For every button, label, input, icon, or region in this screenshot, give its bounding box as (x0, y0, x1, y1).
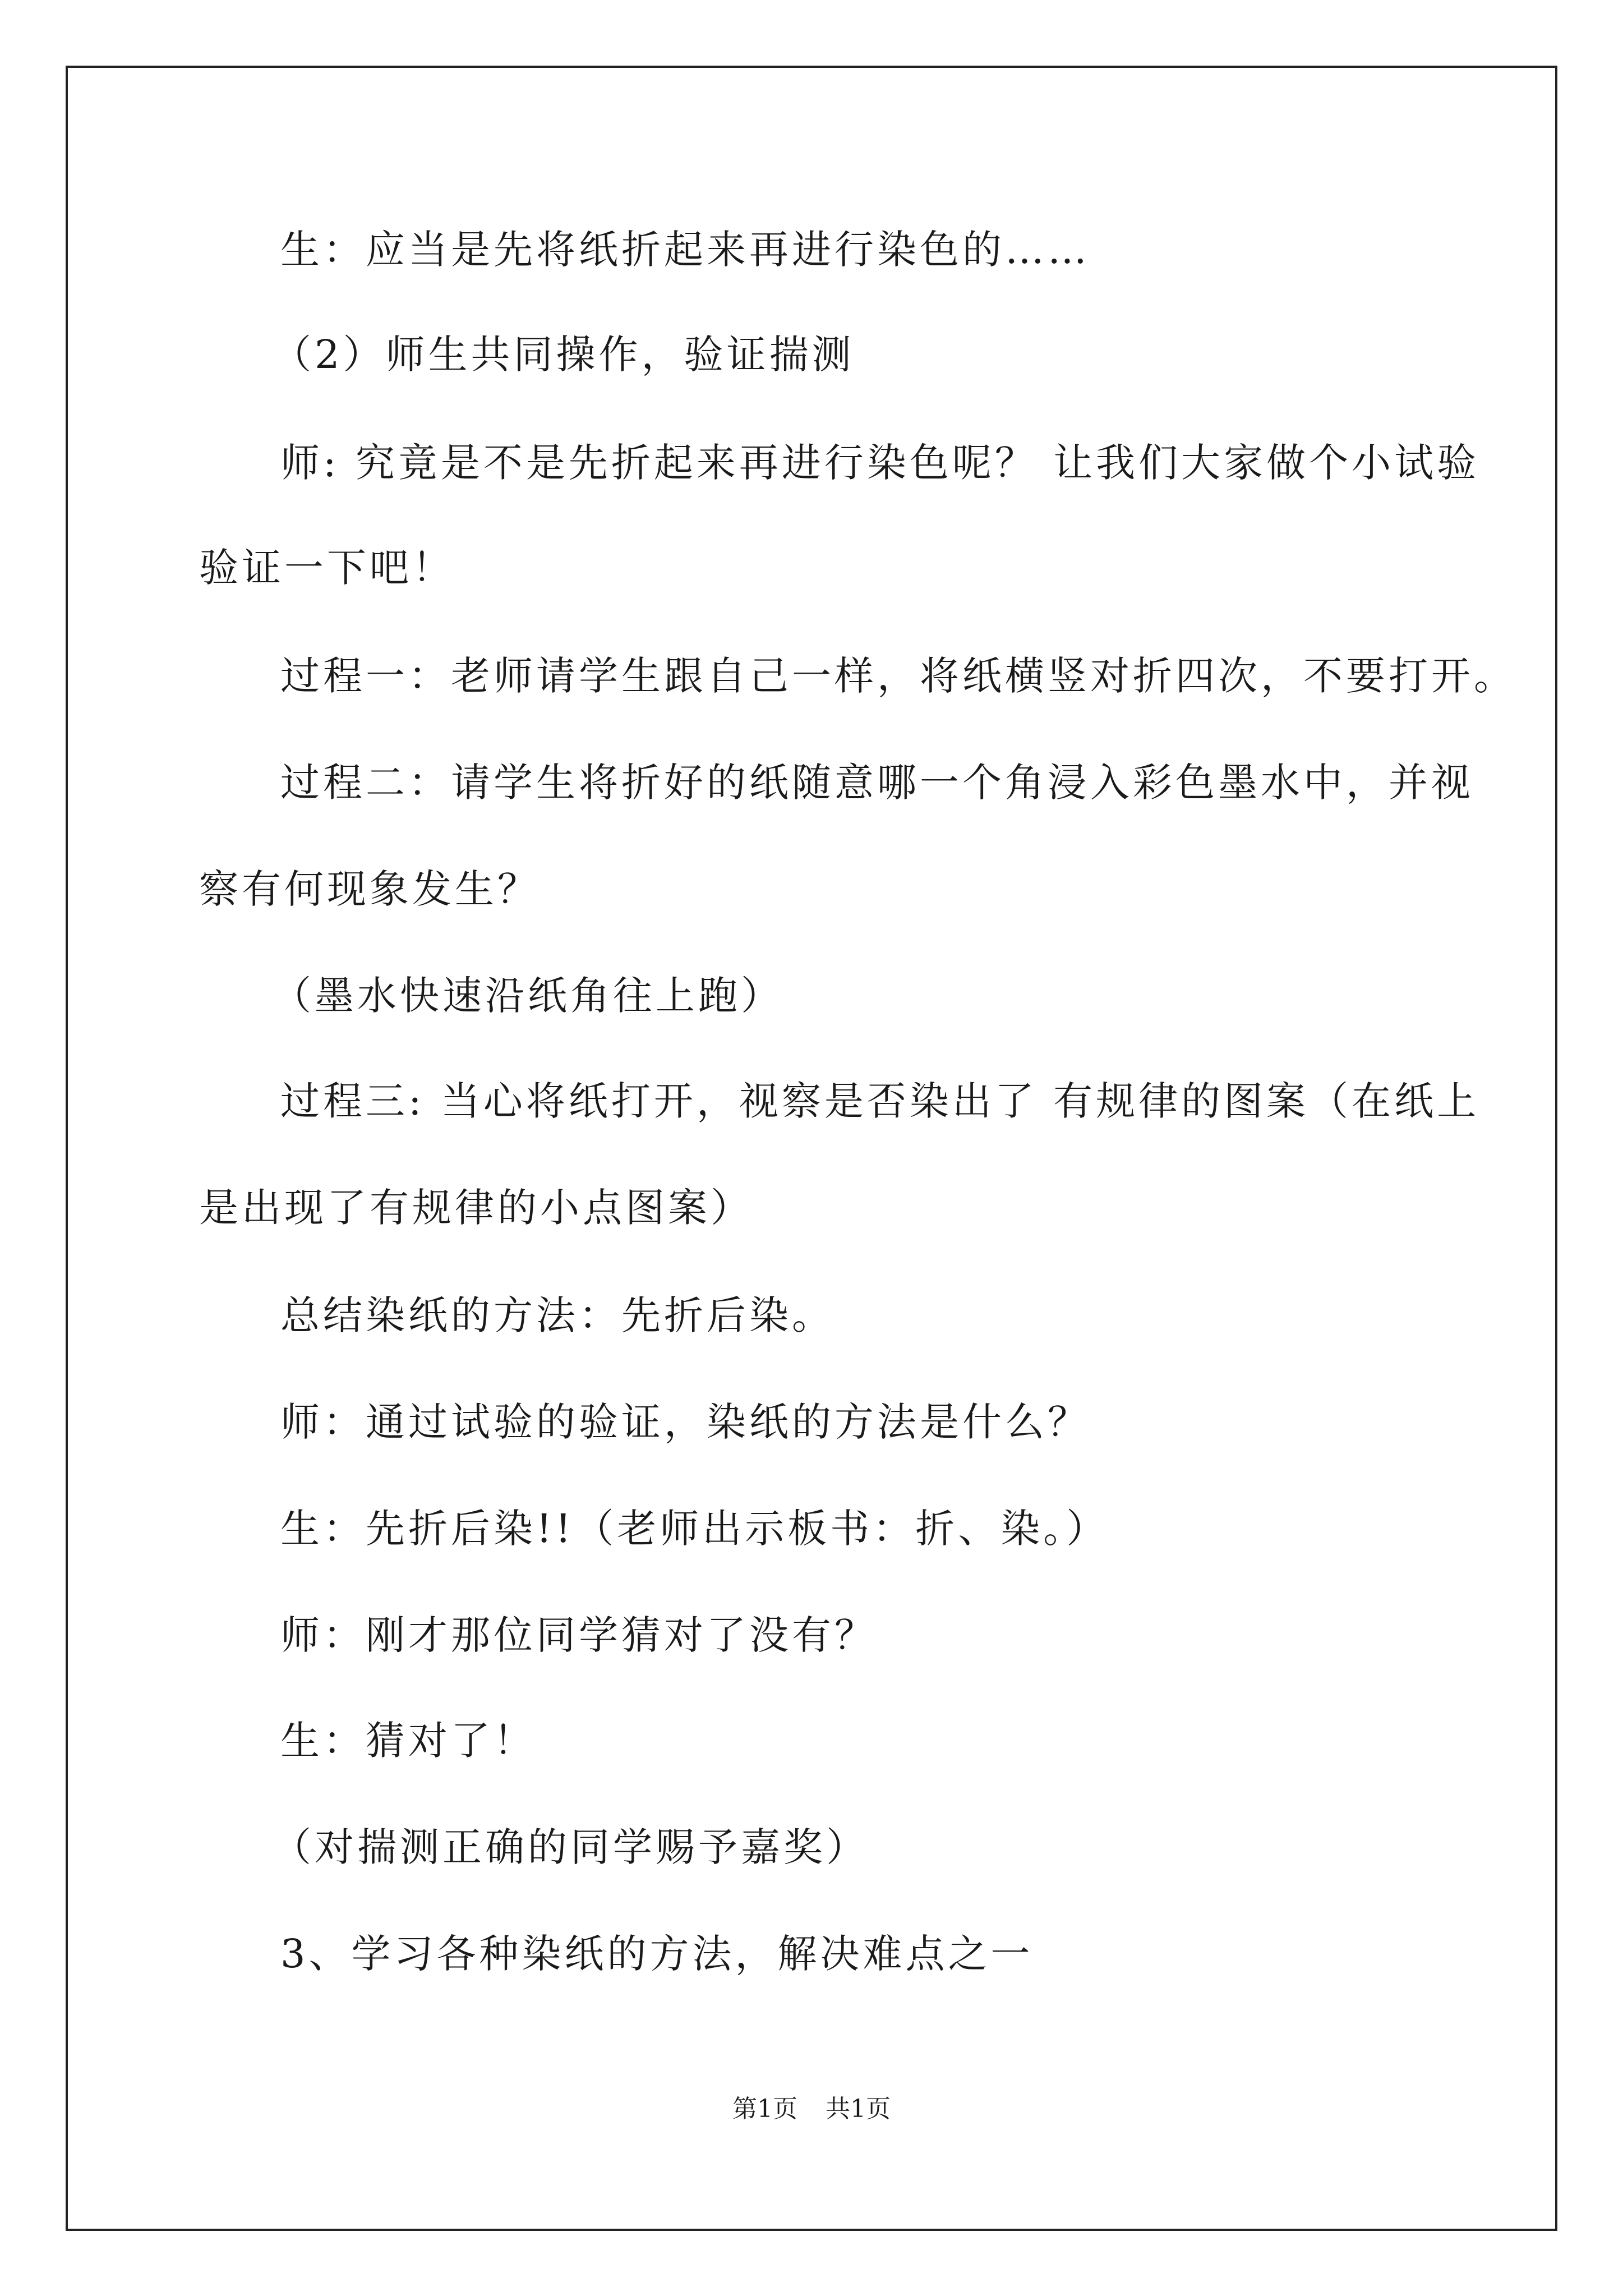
paragraph-line-13: 生：先折后染!!（老师出示板书：折、染。） (280, 1506, 1109, 1552)
paragraph-line-17: 3、学习各种染纸的方法，解决难点之一 (280, 1931, 1034, 1977)
page-number-total: 共1页 (826, 2095, 891, 2123)
paragraph-line-11: 总结染纸的方法：先折后染。 (280, 1292, 834, 1338)
paragraph-line-5: 过程一：老师请学生跟自己一样，将纸横竖对折四次，不要打开。 (280, 653, 1516, 699)
paragraph-line-2: （2）师生共同操作，验证揣测 (272, 332, 855, 378)
paragraph-line-9: 过程三: 当心将纸打开，视察是否染出了 有规律的图案（在纸上 (280, 1078, 1480, 1124)
paragraph-line-7: 察有何现象发生？ (199, 866, 540, 912)
paragraph-line-14: 师：刚才那位同学猜对了没有？ (280, 1612, 877, 1658)
paragraph-line-4: 验证一下吧！ (199, 545, 455, 591)
paragraph-line-10: 是出现了有规律的小点图案） (199, 1185, 753, 1231)
page-border (66, 66, 1557, 2231)
page-footer (0, 2092, 1623, 2126)
page-number-current: 第1页 (732, 2095, 797, 2123)
paragraph-line-3: 师: 究竟是不是先折起来再进行染色呢？ 让我们大家做个小试验 (280, 440, 1480, 486)
paragraph-line-8: （墨水快速沿纸角往上跑） (272, 973, 783, 1019)
paragraph-line-15: 生：猜对了！ (280, 1718, 536, 1764)
paragraph-line-16: （对揣测正确的同学赐予嘉奖） (272, 1824, 869, 1870)
paragraph-line-6: 过程二：请学生将折好的纸随意哪一个角浸入彩色墨水中，并视 (280, 760, 1474, 806)
paragraph-line-1: 生：应当是先将纸折起来再进行染色的…… (280, 227, 1090, 273)
paragraph-line-12: 师：通过试验的验证，染纸的方法是什么？ (280, 1399, 1090, 1445)
